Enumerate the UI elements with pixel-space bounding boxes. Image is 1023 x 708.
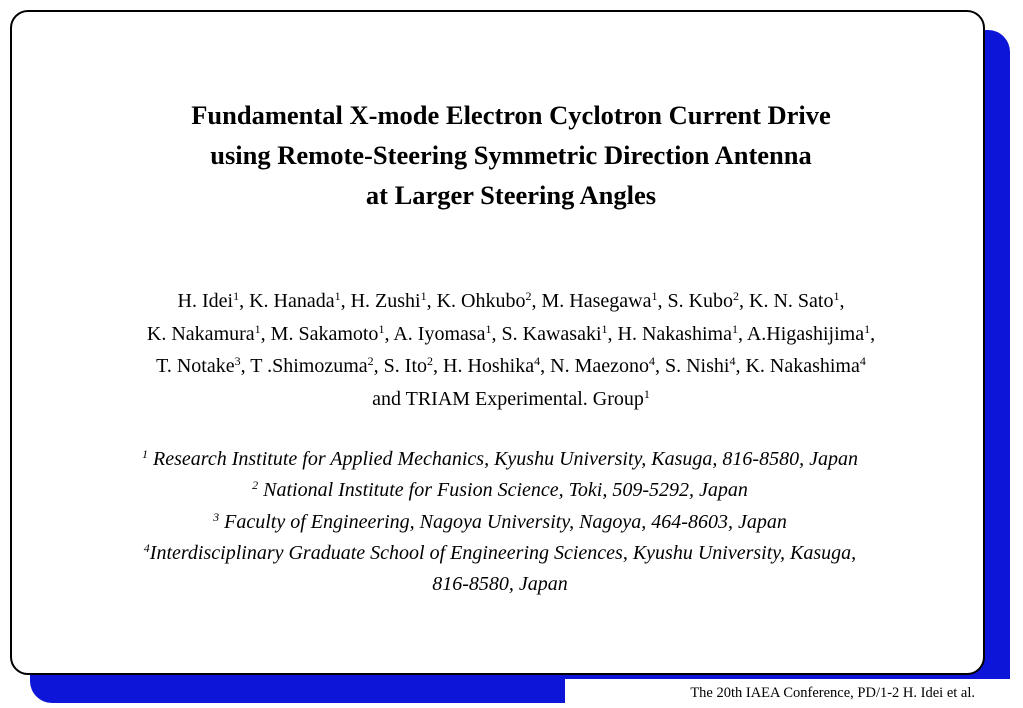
author-name: N. Maezono: [550, 355, 649, 377]
author-name: T .Shimozuma: [250, 355, 368, 377]
affiliation-text: Research Institute for Applied Mechanics, Kyushu University, Kasuga, 816-8580, Japan: [148, 448, 858, 470]
author-separator: ,: [607, 322, 618, 345]
author: [437, 290, 542, 312]
author-affiliation-mark: 2: [367, 354, 374, 368]
author-name: H. Hoshika: [443, 355, 535, 377]
author-affiliation-mark: 1: [643, 386, 650, 401]
author: [384, 355, 443, 377]
author: [749, 290, 844, 312]
author-affiliation-mark: 1: [334, 289, 341, 303]
author-separator: ,: [239, 290, 250, 312]
author: [351, 290, 437, 312]
author-affiliation-mark: 1: [420, 289, 427, 303]
author-separator: ,: [240, 355, 251, 377]
author-line: [5, 383, 1017, 416]
author-name: K. Nakamura: [146, 322, 255, 345]
author-separator: ,: [657, 290, 668, 312]
author-separator: ,: [373, 355, 384, 377]
author: [502, 323, 618, 345]
author-affiliation-mark: 2: [427, 354, 434, 368]
author: [250, 355, 383, 377]
author: [667, 290, 749, 312]
author-separator: ,: [426, 290, 437, 312]
author-affiliation-mark: 2: [733, 289, 740, 303]
author: [747, 323, 875, 345]
author: [745, 355, 865, 377]
affiliation-list: [0, 444, 1000, 600]
author-name: H. Zushi: [350, 290, 421, 312]
affiliation-number: 4: [143, 540, 150, 555]
author-line: [5, 285, 1017, 318]
author-affiliation-mark: 1: [731, 321, 738, 336]
author-affiliation-mark: 1: [233, 289, 240, 303]
author-separator: ,: [340, 290, 351, 312]
author: [541, 290, 667, 312]
affiliation-text: Faculty of Engineering, Nagoya University, Nagoya, 464-8603, Japan: [219, 510, 787, 533]
author-separator: ,: [654, 355, 665, 377]
author-separator: ,: [739, 290, 750, 312]
author: [249, 290, 351, 312]
author-name: S. Nishi: [664, 355, 730, 377]
author-name: S. Kubo: [667, 290, 734, 312]
author: [665, 355, 745, 377]
author-name: T. Notake: [156, 355, 235, 377]
title-line: at Larger Steering Angles: [365, 180, 657, 210]
author-name: and TRIAM Experimental. Group: [372, 387, 644, 410]
affiliation-text: Interdisciplinary Graduate School of Engineering Sciences, Kyushu University, Kasuga,: [149, 541, 857, 564]
affiliation-text: National Institute for Fusion Science, Toki, 509-5292, Japan: [258, 479, 748, 502]
author-affiliation-mark: 3: [234, 354, 241, 368]
author-separator: ,: [260, 322, 271, 345]
author-name: S. Ito: [383, 355, 428, 377]
author-name: K. Hanada: [249, 290, 335, 312]
author-affiliation-mark: 1: [651, 289, 658, 303]
author: [372, 388, 650, 410]
affiliation-number: 2: [252, 478, 259, 493]
author: [147, 323, 271, 345]
author-name: K. N. Sato: [749, 290, 834, 312]
author-name: K. Ohkubo: [436, 290, 526, 312]
author-line: [5, 318, 1017, 351]
author-separator: ,: [870, 322, 876, 345]
author-list: [5, 285, 1017, 415]
author-line: [5, 350, 1017, 383]
author-separator: ,: [735, 355, 746, 377]
affiliation-number: 1: [142, 447, 149, 461]
author-separator: ,: [491, 322, 502, 345]
author: [178, 290, 250, 312]
author-name: M. Hasegawa: [541, 290, 652, 312]
author-affiliation-mark: 4: [859, 354, 866, 368]
author-affiliation-mark: 4: [729, 354, 736, 368]
footer-citation: The 20th IAEA Conference, PD/1-2 H. Idei et al.: [690, 685, 975, 701]
author-name: A.Higashijima: [746, 322, 865, 345]
author-separator: ,: [839, 290, 845, 312]
author-name: M. Sakamoto: [270, 322, 379, 345]
affiliation: [0, 507, 1000, 538]
author-affiliation-mark: 2: [525, 289, 532, 303]
affiliation-number: 3: [213, 509, 220, 524]
author: [618, 323, 747, 345]
affiliation-text: 816-8580, Japan: [432, 573, 568, 596]
author-affiliation-mark: 1: [254, 321, 261, 336]
author-affiliation-mark: 1: [485, 321, 492, 336]
author-affiliation-mark: 1: [864, 321, 871, 336]
title-line: Fundamental X-mode Electron Cyclotron Current Drive: [191, 100, 831, 130]
author-affiliation-mark: 1: [833, 289, 840, 303]
author-affiliation-mark: 4: [648, 354, 655, 368]
author-separator: ,: [737, 322, 747, 345]
author: [550, 355, 665, 377]
author-name: A. Iyomasa: [393, 322, 486, 345]
author-name: S. Kawasaki: [501, 322, 602, 345]
author: [156, 355, 250, 377]
author-separator: ,: [531, 290, 542, 312]
title-line: using Remote-Steering Symmetric Direction Antenna: [210, 140, 812, 170]
affiliation: [0, 475, 1000, 506]
author-affiliation-mark: 4: [534, 354, 541, 368]
affiliation: [0, 538, 1000, 569]
author-separator: ,: [384, 322, 394, 345]
author-separator: ,: [433, 355, 444, 377]
author: [443, 355, 550, 377]
author-affiliation-mark: 1: [378, 321, 385, 336]
author: [393, 323, 501, 345]
author-name: H. Nakashima: [617, 322, 732, 345]
slide-title: [10, 95, 1012, 215]
author: [271, 323, 394, 345]
author-name: K. Nakashima: [745, 355, 860, 377]
affiliation: [0, 569, 1000, 600]
author-affiliation-mark: 1: [601, 321, 608, 336]
author-name: H. Idei: [177, 290, 234, 312]
author-separator: ,: [540, 355, 551, 377]
affiliation: [0, 444, 1000, 475]
